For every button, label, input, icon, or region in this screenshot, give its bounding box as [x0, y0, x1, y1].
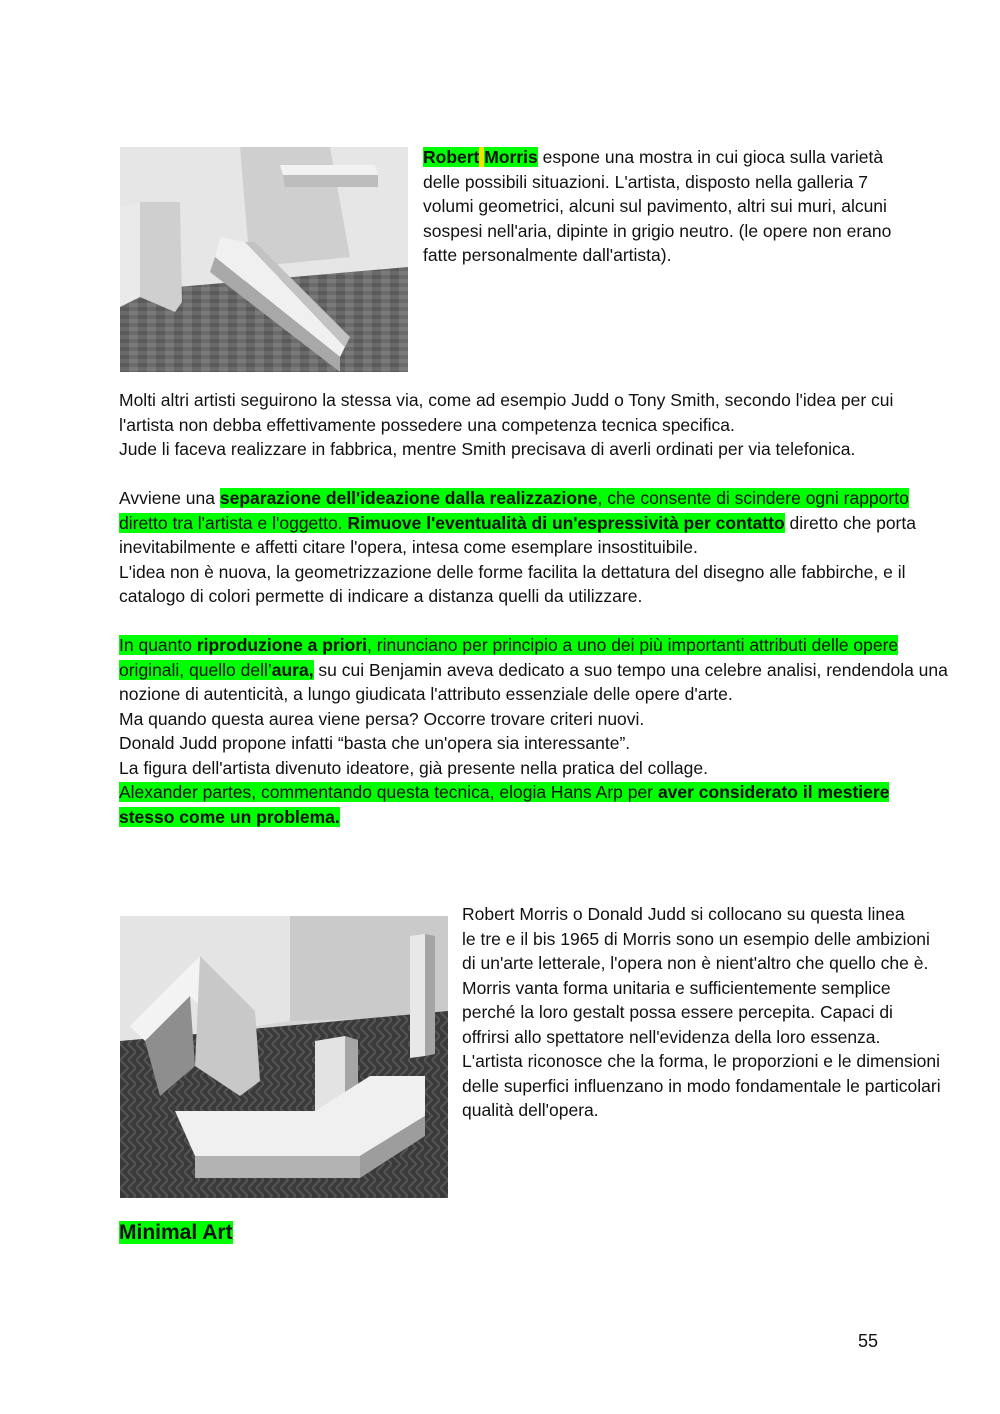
installation-photo-1	[120, 147, 408, 372]
installation-photo-2	[120, 916, 448, 1198]
artist-name-first: Robert	[423, 147, 480, 167]
reproduction-bold: riproduzione a priori	[196, 635, 368, 655]
paragraph-separation-main	[119, 486, 949, 560]
paragraph-aura-line4: La figura dell'artista divenuto ideatore, già presente nella pratica del collage.	[119, 757, 708, 778]
morris-judd-line4: L'artista riconosce che la forma, le proporzioni e le dimensioni delle superfici influenzano in modo fondamentale le particolari qualità dell'opera.	[462, 1051, 941, 1120]
paragraph-aura-line3: Donald Judd propone infatti “basta che un'opera sia interessante”.	[119, 733, 631, 753]
paragraph-aura	[119, 633, 949, 829]
expressivity-bold: Rimuove l'eventualità di un'espressività per contatto	[347, 512, 785, 533]
artist-name-second: Morris	[484, 147, 538, 167]
craft-bold: aver considerato il mestiere stesso come un problema.	[119, 782, 890, 827]
paragraph-artists	[119, 388, 949, 462]
paragraph-artists-line1: Molti altri artisti seguirono la stessa via, come ad esempio Judd o Tony Smith, secondo l'idea per cui l'artista non debba effettivamente possedere una competenza tecnica specifica.	[119, 390, 894, 435]
aura-rest: su cui Benjamin aveva dedicato a suo tempo una celebre analisi, rendendola una nozione di autenticità, a lungo giudicata l'attributo essenziale delle opere d'arte.	[119, 659, 948, 704]
morris-judd-line1: Robert Morris o Donald Judd si collocano su questa linea	[462, 904, 905, 924]
aura-lead: In quanto	[119, 635, 197, 655]
paragraph-artists-line2: Jude li faceva realizzare in fabbrica, mentre Smith precisava di averli ordinati per via telefonica.	[119, 439, 856, 459]
morris-judd-line3: Morris vanta forma unitaria e sufficientemente semplice perché la loro gestalt possa essere percepita. Capaci di offrirsi allo spettatore nell'evidenza della loro essenza.	[462, 977, 893, 1047]
paragraph-separation	[119, 486, 949, 609]
arp-highlight: Alexander partes, commentando questa tecnica, elogia Hans Arp per	[119, 782, 658, 802]
section-heading-text: Minimal Art	[119, 1221, 233, 1244]
morris-judd-paragraph	[462, 902, 942, 1123]
aura-bold: aura,	[271, 659, 314, 680]
section-heading	[119, 1220, 233, 1246]
paragraph-aura-line2: Ma quando questa aurea viene persa? Occorre trovare criteri nuovi.	[119, 708, 645, 729]
morris-judd-line2: le tre e il bis 1965 di Morris sono un esempio delle ambizioni di un'arte letterale, l'opera non è nient'altro che quello che è.	[462, 928, 930, 973]
separation-bold: separazione dell'ideazione dalla realizzazione	[219, 488, 598, 508]
separation-highlight: , che consente di scindere ogni rapporto diretto tra l'artista e l'oggetto.	[119, 488, 909, 533]
page-number: 55	[858, 1331, 879, 1351]
intro-paragraph	[423, 145, 923, 268]
paragraph-aura-line5	[119, 780, 949, 829]
paragraph-aura-main	[119, 633, 949, 707]
separation-rest: diretto che porta inevitabilmente e affetti citare l'opera, intesa come esemplare insostituibile.	[119, 512, 916, 557]
aura-highlight: , rinunciano per principio a uno dei più importanti attributi delle opere originali, quello dell’	[119, 635, 899, 680]
paragraph-separation-line2: L'idea non è nuova, la geometrizzazione delle forme facilita la dettatura del disegno alle fabbirche, e il catalogo di colori permette di indicare a distanza quelli da utilizzare.	[119, 561, 906, 606]
intro-text: espone una mostra in cui gioca sulla varietà delle possibili situazioni. L'artista, disposto nella galleria 7 volumi geometrici, alcuni sul pavimento, altri sui muri, alcuni sospesi nell'aria, dipinte in grigio neutro. (le opere non erano fatte personalmente dall'artista).	[423, 147, 892, 265]
paragraph-separation-lead: Avviene una	[119, 488, 220, 508]
